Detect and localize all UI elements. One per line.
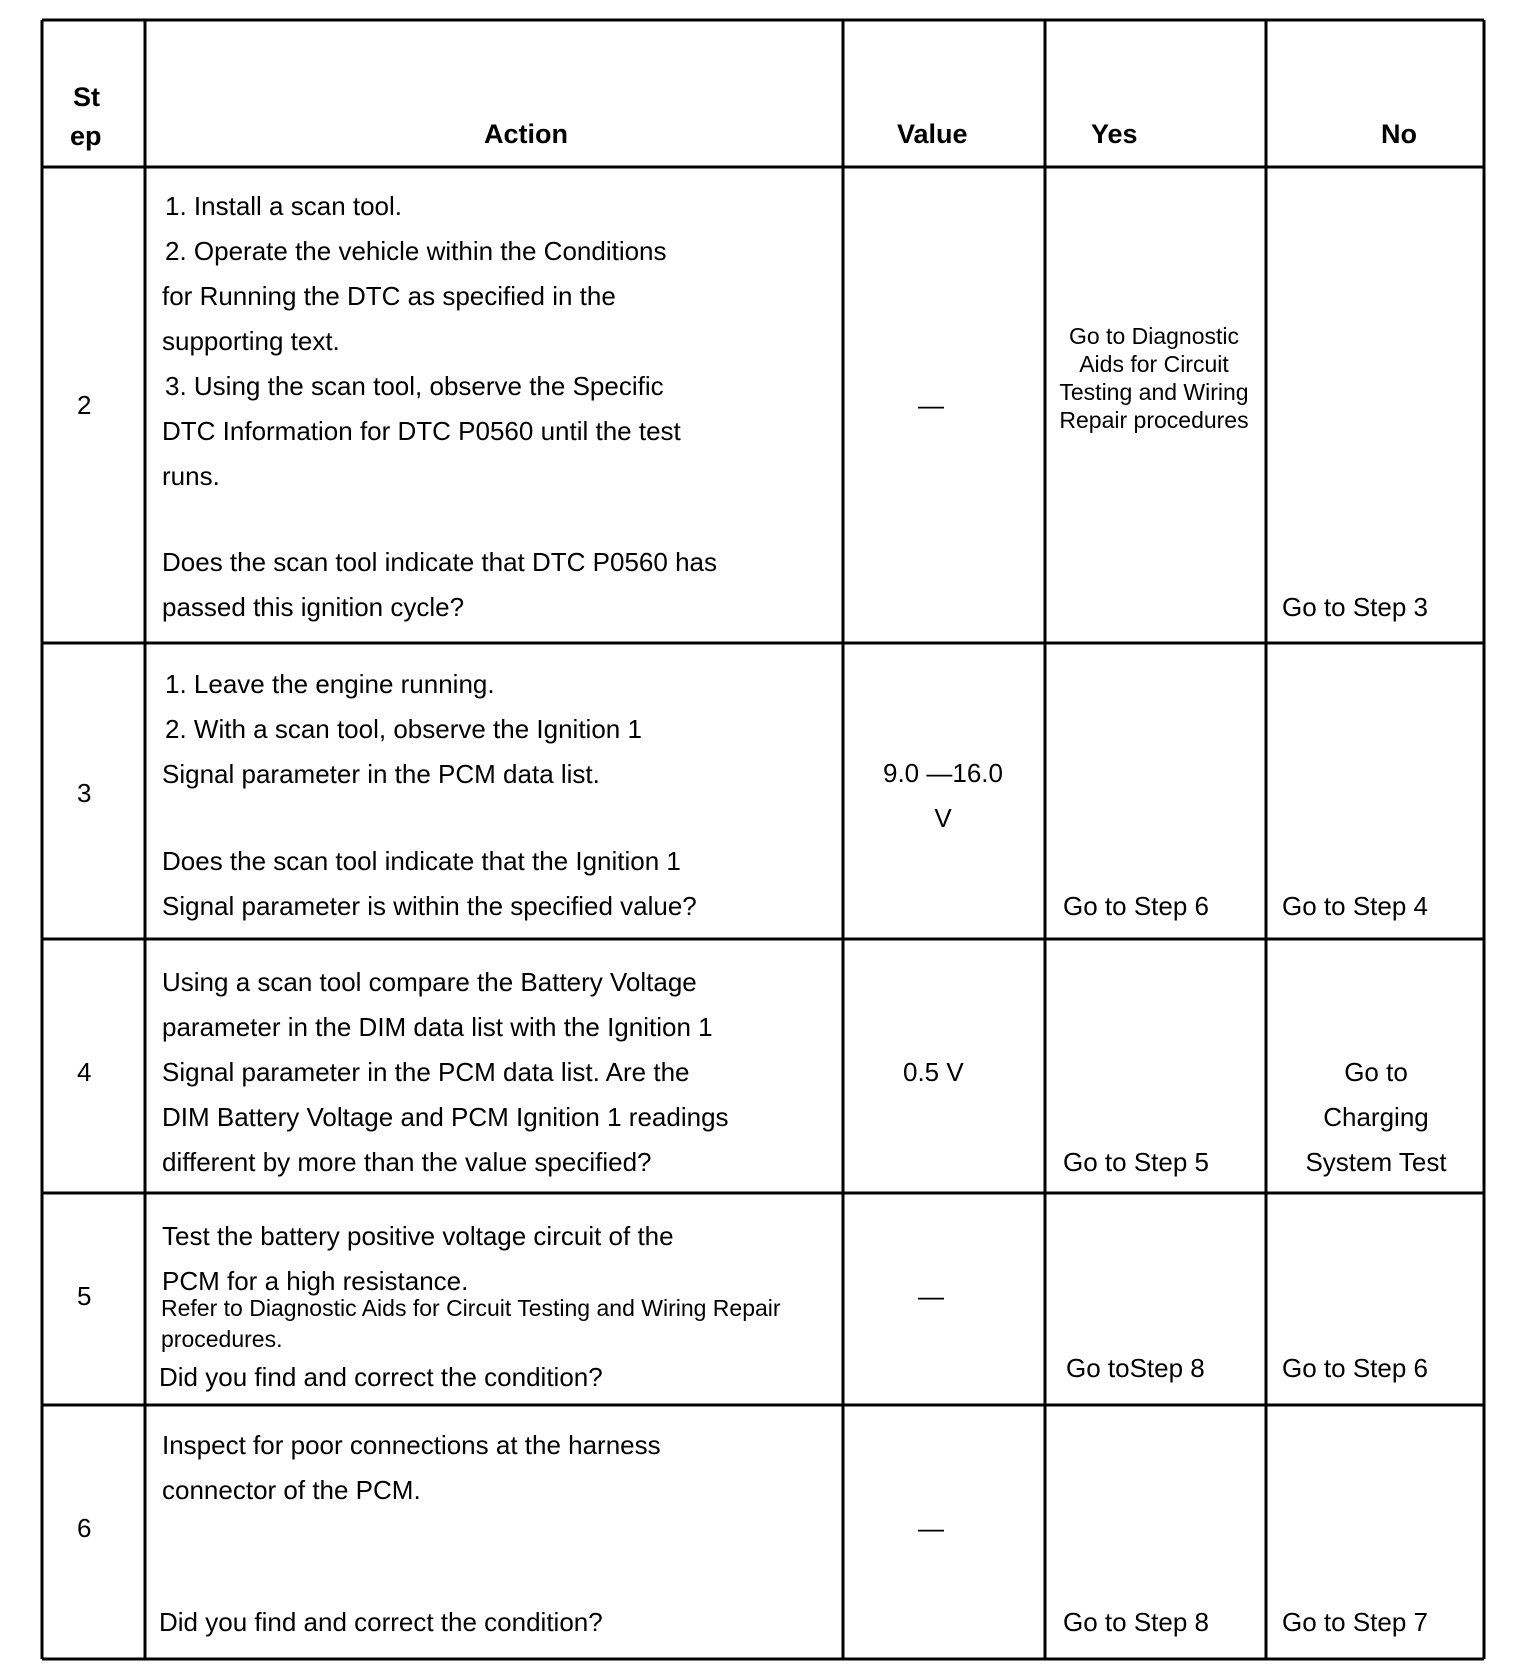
header-step-line1: St <box>73 82 100 112</box>
header-yes: Yes <box>1091 119 1138 149</box>
action-question: Did you find and correct the condition? <box>159 1362 603 1392</box>
no-cell: Go to Step 6 <box>1282 1353 1428 1383</box>
action-line: 3. Using the scan tool, observe the Specific <box>165 371 664 401</box>
value-cell: V <box>934 803 952 833</box>
action-line: 1. Install a scan tool. <box>165 191 403 221</box>
action-line: Inspect for poor connections at the harness <box>162 1430 661 1460</box>
action-line: different by more than the value specified? <box>162 1147 652 1177</box>
action-question: Did you find and correct the condition? <box>159 1607 603 1637</box>
action-question: passed this ignition cycle? <box>162 592 465 622</box>
value-cell: — <box>918 1513 944 1543</box>
step-number: 2 <box>77 390 92 420</box>
action-line: Test the battery positive voltage circuit of the <box>162 1221 674 1251</box>
action-line: parameter in the DIM data list with the Ignition 1 <box>162 1012 713 1042</box>
action-line: DTC Information for DTC P0560 until the test <box>162 416 681 446</box>
value-cell: 0.5 V <box>903 1057 964 1087</box>
header-value: Value <box>897 119 968 149</box>
action-line: 2. Operate the vehicle within the Conditions <box>165 236 667 266</box>
action-line: runs. <box>162 461 220 491</box>
action-line: Signal parameter in the PCM data list. <box>162 759 600 789</box>
value-cell: — <box>918 1281 944 1311</box>
action-line: for Running the DTC as specified in the <box>162 281 616 311</box>
action-line: PCM for a high resistance. <box>162 1266 469 1296</box>
no-cell-line: System Test <box>1305 1147 1447 1177</box>
action-line: connector of the PCM. <box>162 1475 421 1505</box>
yes-cell-line: Testing and Wiring <box>1059 379 1249 405</box>
action-line: 2. With a scan tool, observe the Ignition 1 <box>165 714 642 744</box>
yes-cell-line: Repair procedures <box>1059 407 1249 433</box>
action-note: Refer to Diagnostic Aids for Circuit Testing and Wiring Repair <box>161 1295 781 1321</box>
step-number: 6 <box>77 1513 92 1543</box>
no-cell: Go to Step 3 <box>1282 592 1428 622</box>
action-question: Signal parameter is within the specified value? <box>162 891 697 921</box>
step-number: 5 <box>77 1281 92 1311</box>
no-cell-line: Charging <box>1323 1102 1429 1132</box>
yes-cell: Go to Step 8 <box>1063 1607 1209 1637</box>
no-cell-line: Go to <box>1344 1057 1408 1087</box>
yes-cell-line: Go to Diagnostic <box>1068 323 1240 349</box>
action-note: procedures. <box>161 1326 283 1352</box>
action-line: Using a scan tool compare the Battery Voltage <box>162 967 697 997</box>
header-step-line2: ep <box>70 121 102 151</box>
header-action: Action <box>484 119 568 149</box>
yes-cell: Go to Step 6 <box>1063 891 1209 921</box>
action-question: Does the scan tool indicate that the Ignition 1 <box>162 846 681 876</box>
step-number: 4 <box>77 1057 92 1087</box>
yes-cell-line: Aids for Circuit <box>1079 351 1229 377</box>
no-cell: Go to Step 4 <box>1282 891 1428 921</box>
no-cell: Go to Step 7 <box>1282 1607 1428 1637</box>
action-question: Does the scan tool indicate that DTC P0560 has <box>162 547 717 577</box>
action-line: Signal parameter in the PCM data list. Are the <box>162 1057 690 1087</box>
action-line: supporting text. <box>162 326 340 356</box>
value-cell: 9.0 —16.0 <box>883 758 1003 788</box>
action-line: 1. Leave the engine running. <box>165 669 495 699</box>
yes-cell: Go toStep 8 <box>1066 1353 1205 1383</box>
header-no: No <box>1381 119 1417 149</box>
action-line: DIM Battery Voltage and PCM Ignition 1 readings <box>162 1102 729 1132</box>
step-number: 3 <box>77 778 92 808</box>
yes-cell: Go to Step 5 <box>1063 1147 1209 1177</box>
value-cell: — <box>918 390 944 420</box>
